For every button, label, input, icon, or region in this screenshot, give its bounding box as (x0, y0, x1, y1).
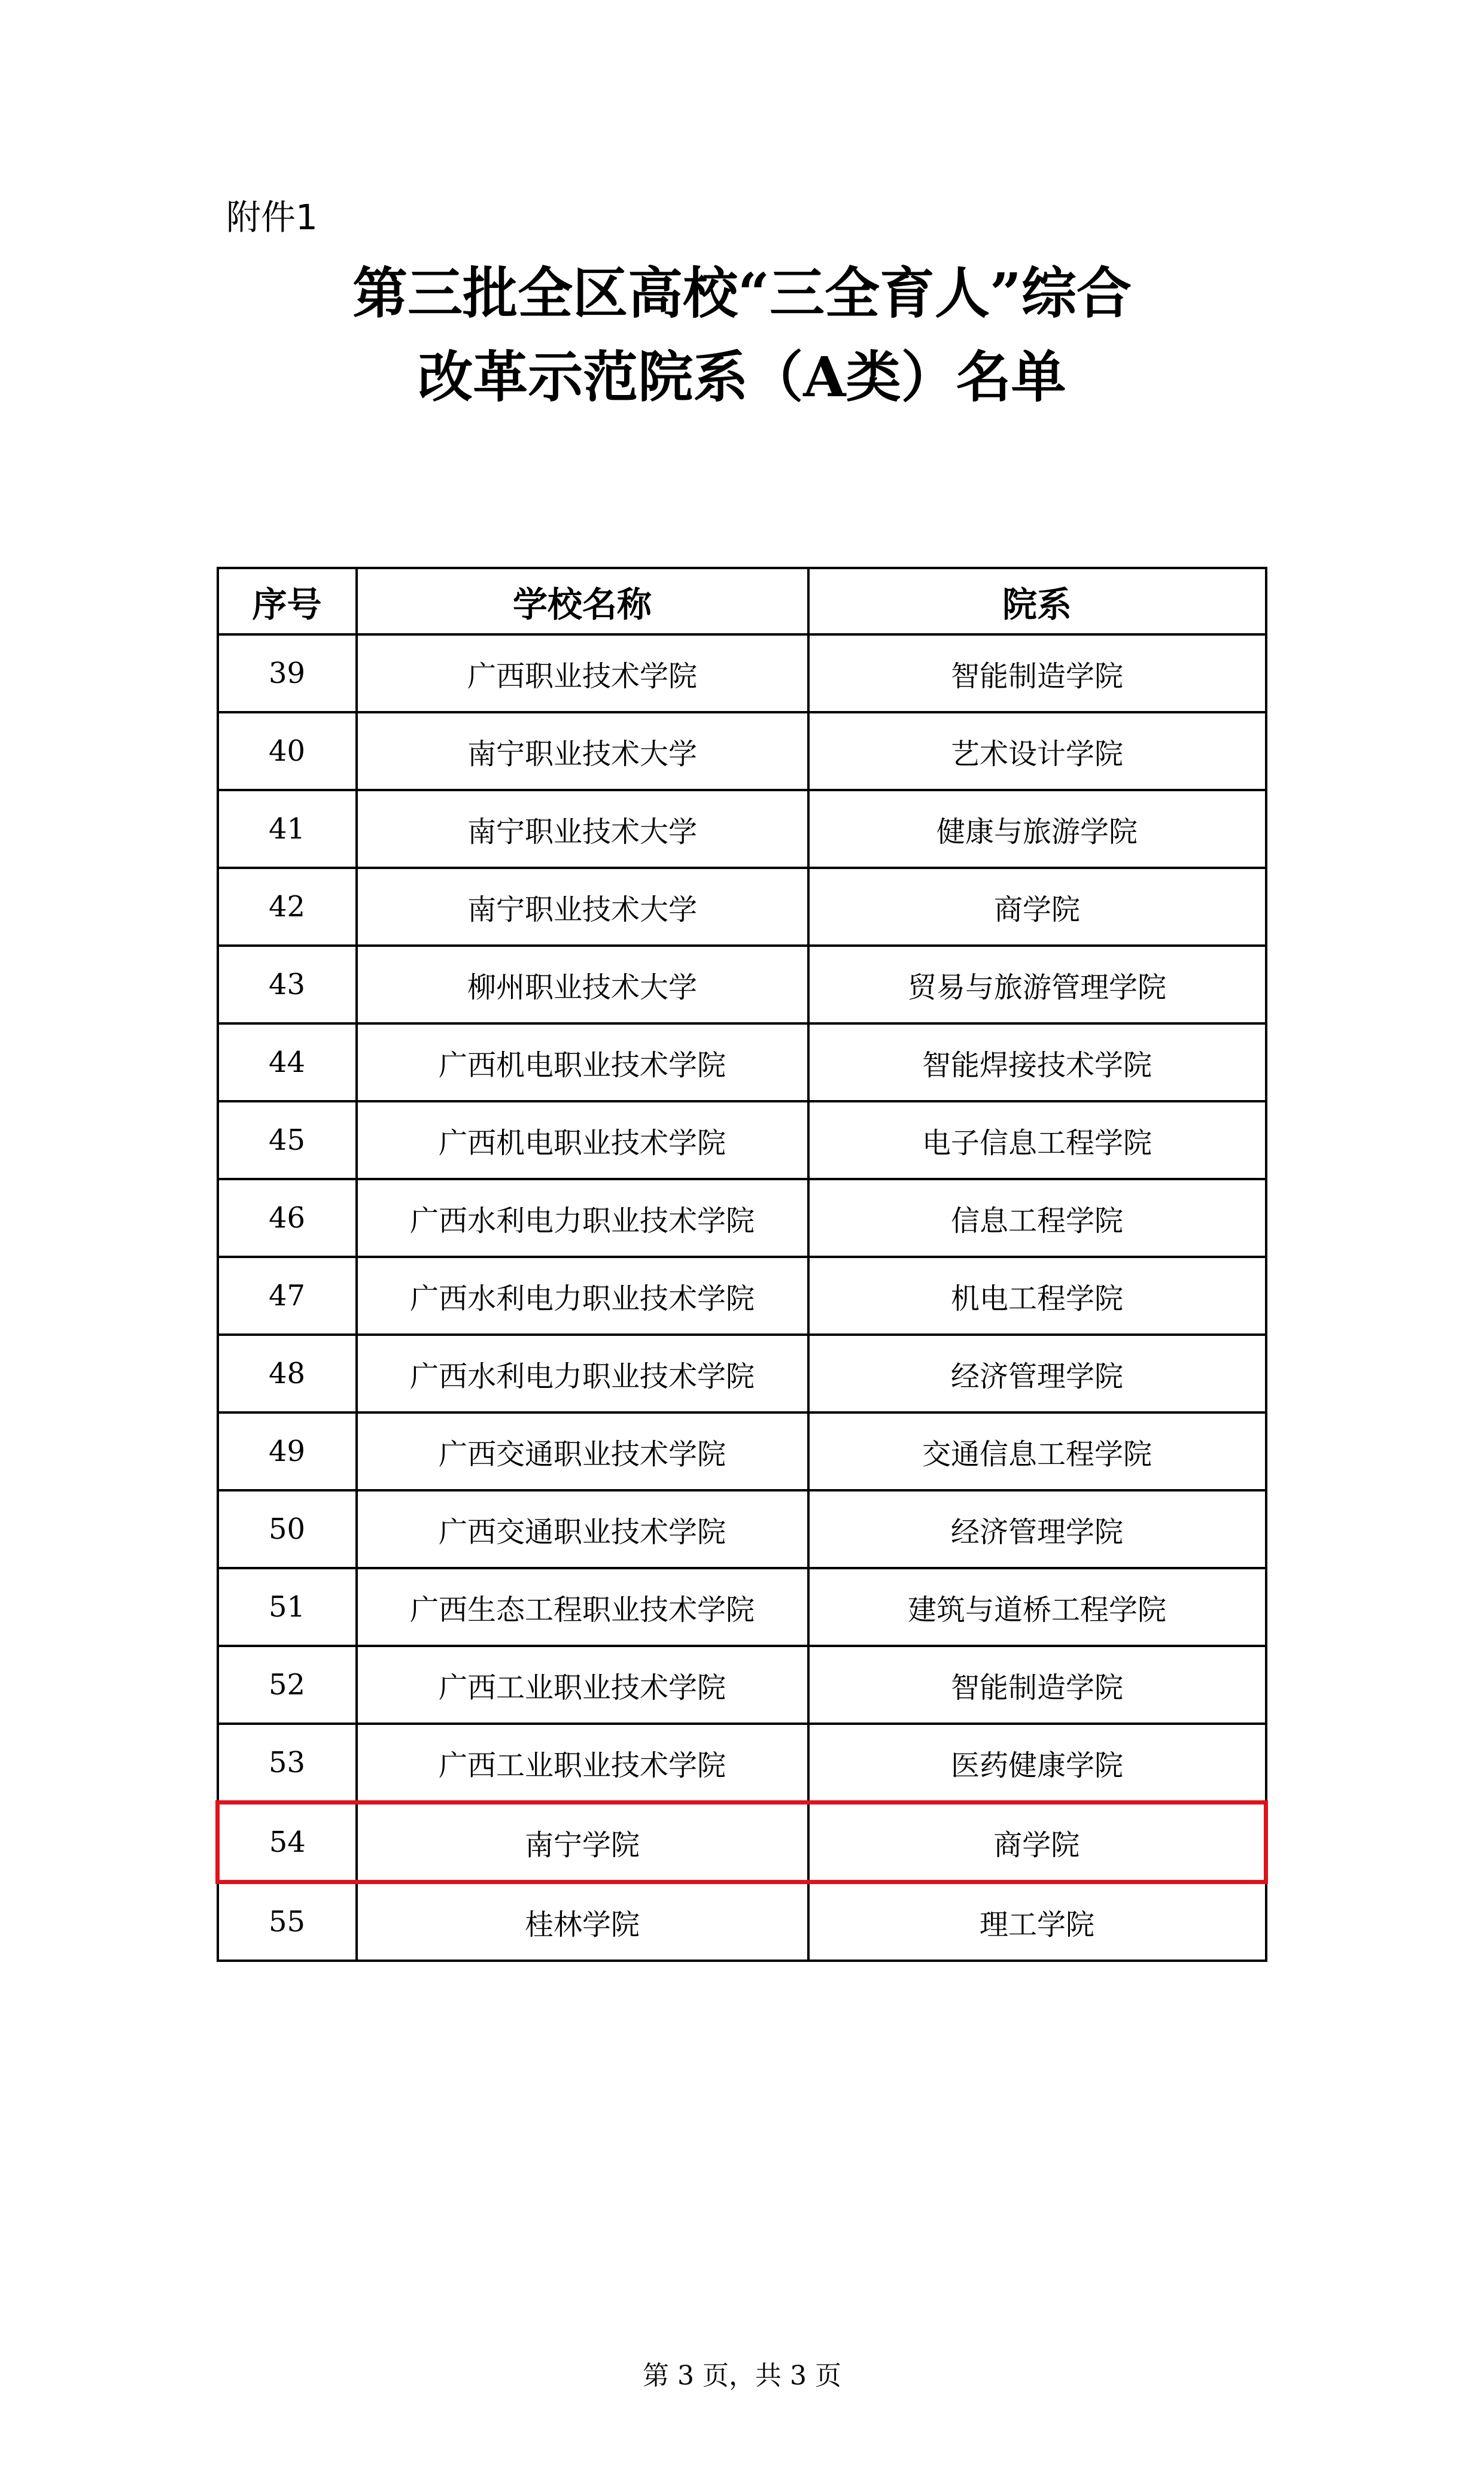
row-school-cell: 广西交通职业技术学院 (357, 1412, 808, 1490)
table-header-row (218, 568, 1266, 634)
table-row-highlighted (218, 1803, 1266, 1882)
table-body (218, 634, 1266, 1961)
row-school-cell: 广西水利电力职业技术学院 (357, 1257, 808, 1335)
column-header-school: 学校名称 (357, 568, 808, 634)
row-index-cell: 41 (218, 790, 357, 868)
row-department-cell: 健康与旅游学院 (808, 790, 1266, 868)
row-index-cell: 52 (218, 1646, 357, 1724)
row-index-cell: 40 (218, 712, 357, 790)
row-index-cell: 50 (218, 1490, 357, 1568)
row-school-cell: 广西水利电力职业技术学院 (357, 1179, 808, 1257)
table-row (218, 1882, 1266, 1961)
table-row (218, 1646, 1266, 1724)
row-department-cell: 智能制造学院 (808, 634, 1266, 712)
row-department-cell: 交通信息工程学院 (808, 1412, 1266, 1490)
row-department-cell: 理工学院 (808, 1882, 1266, 1961)
row-index-cell: 51 (218, 1568, 357, 1646)
page-footer: 第 3 页，共 3 页 (643, 2361, 841, 2391)
row-department-cell: 经济管理学院 (808, 1335, 1266, 1412)
row-school-cell: 广西水利电力职业技术学院 (357, 1335, 808, 1412)
row-department-cell: 电子信息工程学院 (808, 1101, 1266, 1179)
row-department-cell: 艺术设计学院 (808, 712, 1266, 790)
table-row (218, 1101, 1266, 1179)
table-row (218, 946, 1266, 1023)
row-department-cell: 商学院 (808, 1803, 1266, 1882)
row-school-cell: 广西职业技术学院 (357, 634, 808, 712)
row-index-cell: 42 (218, 868, 357, 946)
table-row (218, 712, 1266, 790)
column-header-index: 序号 (218, 568, 357, 634)
table-row (218, 1023, 1266, 1101)
table-row (218, 1179, 1266, 1257)
row-school-cell: 南宁学院 (357, 1803, 808, 1882)
table-row (218, 1490, 1266, 1568)
row-index-cell: 39 (218, 634, 357, 712)
document-title (0, 251, 1484, 419)
row-index-cell: 54 (218, 1803, 357, 1882)
row-school-cell: 桂林学院 (357, 1882, 808, 1961)
row-department-cell: 信息工程学院 (808, 1179, 1266, 1257)
row-department-cell: 智能制造学院 (808, 1646, 1266, 1724)
row-school-cell: 广西工业职业技术学院 (357, 1646, 808, 1724)
row-school-cell: 南宁职业技术大学 (357, 790, 808, 868)
row-department-cell: 机电工程学院 (808, 1257, 1266, 1335)
row-school-cell: 广西生态工程职业技术学院 (357, 1568, 808, 1646)
table-row (218, 1335, 1266, 1412)
table-row (218, 1412, 1266, 1490)
list-table (215, 567, 1268, 1962)
row-index-cell: 48 (218, 1335, 357, 1412)
row-school-cell: 广西工业职业技术学院 (357, 1724, 808, 1803)
row-index-cell: 43 (218, 946, 357, 1023)
document-title-line-1: 第三批全区高校“三全育人”综合 (352, 261, 1132, 326)
table-row (218, 1257, 1266, 1335)
attachment-label: 附件1 (226, 197, 318, 238)
row-school-cell: 柳州职业技术大学 (357, 946, 808, 1023)
table-row (218, 634, 1266, 712)
row-school-cell: 广西交通职业技术学院 (357, 1490, 808, 1568)
row-school-cell: 南宁职业技术大学 (357, 868, 808, 946)
table-row (218, 1724, 1266, 1803)
row-school-cell: 广西机电职业技术学院 (357, 1023, 808, 1101)
row-department-cell: 贸易与旅游管理学院 (808, 946, 1266, 1023)
row-department-cell: 智能焊接技术学院 (808, 1023, 1266, 1101)
row-school-cell: 南宁职业技术大学 (357, 712, 808, 790)
document-title-line-2: 改革示范院系（A类）名单 (418, 345, 1066, 409)
row-department-cell: 建筑与道桥工程学院 (808, 1568, 1266, 1646)
row-department-cell: 商学院 (808, 868, 1266, 946)
row-school-cell: 广西机电职业技术学院 (357, 1101, 808, 1179)
row-index-cell: 45 (218, 1101, 357, 1179)
row-index-cell: 46 (218, 1179, 357, 1257)
row-index-cell: 53 (218, 1724, 357, 1803)
row-index-cell: 49 (218, 1412, 357, 1490)
row-department-cell: 经济管理学院 (808, 1490, 1266, 1568)
row-index-cell: 44 (218, 1023, 357, 1101)
table-row (218, 790, 1266, 868)
column-header-department: 院系 (808, 568, 1266, 634)
row-department-cell: 医药健康学院 (808, 1724, 1266, 1803)
row-index-cell: 55 (218, 1882, 357, 1961)
table-row (218, 1568, 1266, 1646)
table-row (218, 868, 1266, 946)
row-index-cell: 47 (218, 1257, 357, 1335)
